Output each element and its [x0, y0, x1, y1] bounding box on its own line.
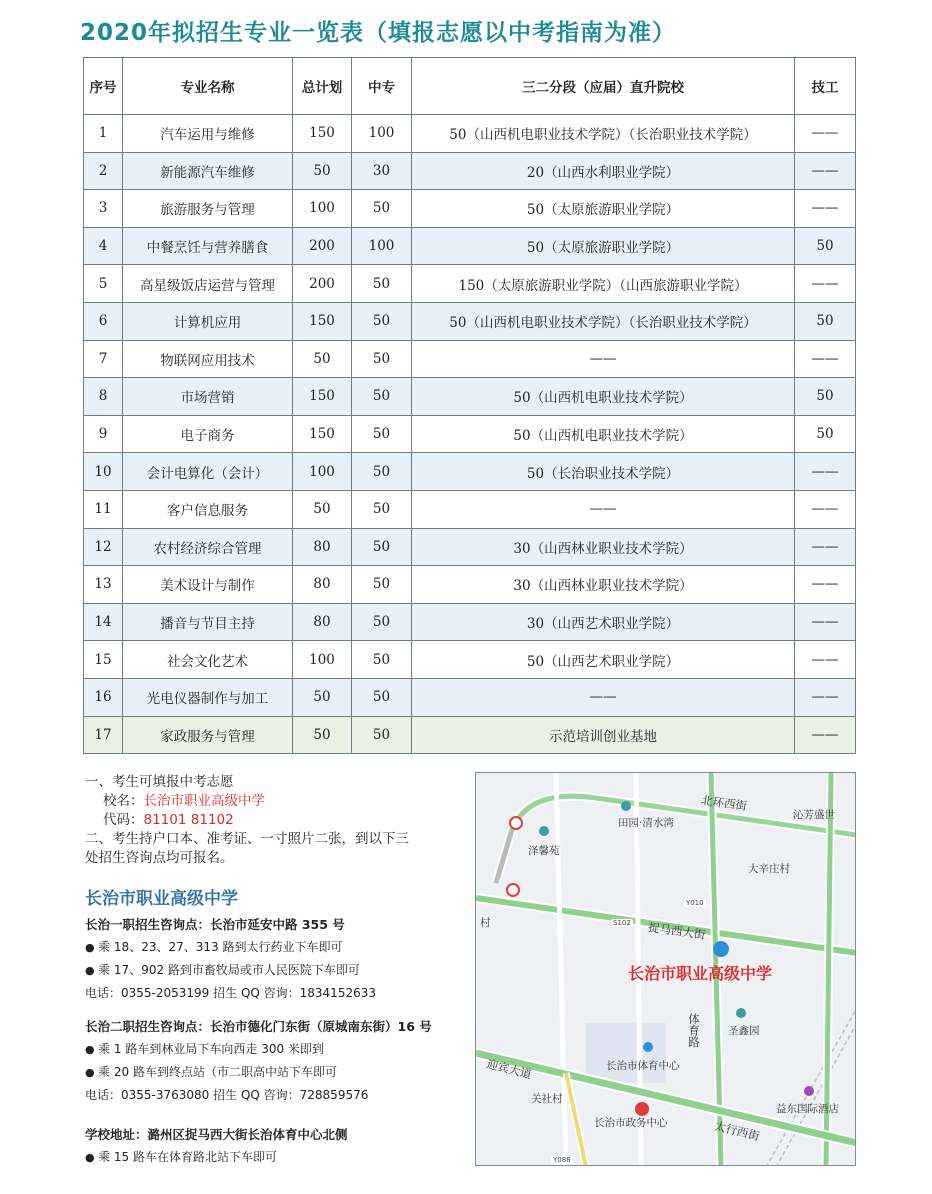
- table-cell: 200: [293, 227, 352, 265]
- table-cell: 13: [84, 566, 123, 604]
- table-cell: 50: [352, 641, 412, 679]
- table-cell: 中餐烹饪与营养膳食: [123, 227, 293, 265]
- table-cell: 50: [352, 603, 412, 641]
- table-cell: 50（山西机电职业技术学院）: [412, 415, 795, 453]
- table-cell: 100: [352, 115, 412, 153]
- table-cell: ——: [795, 115, 856, 153]
- consult-2-bus-1: ● 乘 1 路车到林业局下车向西走 300 米即到: [85, 1038, 475, 1061]
- table-cell: 50: [352, 716, 412, 754]
- column-header: 总计划: [293, 58, 352, 115]
- table-row: [84, 115, 856, 153]
- table-cell: 30（山西林业职业技术学院）: [412, 528, 795, 566]
- table-row: [84, 190, 856, 228]
- table-cell: 80: [293, 528, 352, 566]
- table-cell: 50（山西机电职业技术学院）（长治职业技术学院）: [412, 115, 795, 153]
- map-place-daxin: 大辛庄村: [748, 863, 790, 875]
- table-cell: 客户信息服务: [123, 490, 293, 528]
- majors-table: [83, 57, 856, 754]
- table-cell: ——: [795, 603, 856, 641]
- map-place-guanshe: 关社村: [531, 1093, 563, 1105]
- table-cell: ——: [795, 190, 856, 228]
- table-cell: 2: [84, 152, 123, 190]
- table-cell: 30: [352, 152, 412, 190]
- table-cell: 50: [293, 678, 352, 716]
- school-name-value: 长治市职业高级中学: [143, 793, 265, 809]
- table-cell: 50（太原旅游职业学院）: [412, 227, 795, 265]
- map-tag-s102: S102: [613, 919, 631, 927]
- table-cell: 30（山西艺术职业学院）: [412, 603, 795, 641]
- table-cell: 7: [84, 340, 123, 378]
- table-cell: 50（山西机电职业技术学院）（长治职业技术学院）: [412, 302, 795, 340]
- school-address-bus: ● 乘 15 路车在体育路北站下车即可: [85, 1146, 475, 1169]
- table-cell: 150: [293, 115, 352, 153]
- consult-2-bus-2: ● 乘 20 路车到终点站（市二职高中站下车即可: [85, 1061, 475, 1084]
- table-cell: 播音与节目主持: [123, 603, 293, 641]
- table-cell: 30（山西林业职业技术学院）: [412, 566, 795, 604]
- table-cell: 16: [84, 678, 123, 716]
- table-cell: 新能源汽车维修: [123, 152, 293, 190]
- table-row: [84, 265, 856, 303]
- table-cell: 50: [352, 302, 412, 340]
- table-row: [84, 302, 856, 340]
- table-cell: 美术设计与制作: [123, 566, 293, 604]
- table-row: [84, 490, 856, 528]
- map-place-zhengwu: 长治市政务中心: [594, 1117, 668, 1129]
- table-cell: ——: [795, 453, 856, 491]
- map-road-zhuoma: 捉马西大街: [647, 920, 707, 942]
- table-row: [84, 227, 856, 265]
- map-place-cun: 村: [480, 917, 491, 929]
- column-header: 技工: [795, 58, 856, 115]
- table-cell: 50: [795, 378, 856, 416]
- table-cell: 3: [84, 190, 123, 228]
- table-cell: 市场营销: [123, 378, 293, 416]
- table-row: [84, 566, 856, 604]
- consult-point-2: [85, 1016, 475, 1106]
- table-cell: 50: [795, 415, 856, 453]
- map-school-label: 长治市职业高级中学: [628, 964, 773, 983]
- table-cell: ——: [795, 490, 856, 528]
- table-cell: 50: [293, 152, 352, 190]
- table-cell: 150: [293, 415, 352, 453]
- table-cell: 50（山西机电职业技术学院）: [412, 378, 795, 416]
- table-row: [84, 453, 856, 491]
- table-cell: 高星级饭店运营与管理: [123, 265, 293, 303]
- table-cell: 50: [352, 190, 412, 228]
- consult-1-phone: 电话：0355-2053199 招生 QQ 咨询：1834152633: [85, 986, 376, 1000]
- table-cell: ——: [412, 340, 795, 378]
- note-line-2b: 处招生咨询点均可报名。: [85, 850, 234, 866]
- table-cell: 50（太原旅游职业学院）: [412, 190, 795, 228]
- school-title: 长治市职业高级中学: [85, 889, 238, 909]
- school-address-head: 学校地址：潞州区捉马西大街长治体育中心北侧: [85, 1127, 348, 1142]
- table-cell: 100: [293, 641, 352, 679]
- table-cell: 8: [84, 378, 123, 416]
- table-cell: 50（长治职业技术学院）: [412, 453, 795, 491]
- map-place-shengxin: 圣鑫园: [728, 1025, 760, 1037]
- table-cell: 10: [84, 453, 123, 491]
- table-cell: 50: [352, 490, 412, 528]
- table-cell: 11: [84, 490, 123, 528]
- school-code-line: [85, 811, 465, 830]
- table-cell: 50: [293, 716, 352, 754]
- table-cell: ——: [412, 678, 795, 716]
- consult-2-head: 长治二职招生咨询点：长治市德化门东街（原城南东街）16 号: [85, 1019, 432, 1034]
- column-header: 中专: [352, 58, 412, 115]
- table-cell: 6: [84, 302, 123, 340]
- table-cell: 80: [293, 603, 352, 641]
- school-name-line: [85, 792, 465, 811]
- table-cell: 200: [293, 265, 352, 303]
- map-road-yingbin: 迎宾大道: [484, 1056, 534, 1082]
- table-cell: 50: [352, 340, 412, 378]
- note-line-1: 一、考生可填报中考志愿: [85, 774, 234, 790]
- table-cell: 50（山西艺术职业学院）: [412, 641, 795, 679]
- table-cell: ——: [795, 678, 856, 716]
- table-cell: ——: [795, 641, 856, 679]
- map-tag-y010: Y010: [686, 899, 704, 907]
- table-cell: 150: [293, 378, 352, 416]
- table-row: [84, 340, 856, 378]
- map-place-zexin: 泽馨苑: [528, 845, 560, 857]
- table-cell: 100: [352, 227, 412, 265]
- column-header: 三二分段（应届）直升院校: [412, 58, 795, 115]
- table-cell: 50: [293, 340, 352, 378]
- table-cell: 50: [352, 678, 412, 716]
- map-place-yidong: 益东国际酒店: [776, 1103, 839, 1115]
- school-name-label: 校名：: [103, 793, 144, 809]
- table-cell: ——: [795, 566, 856, 604]
- table-cell: 17: [84, 716, 123, 754]
- map-road-beihuan: 北环西街: [700, 792, 748, 814]
- table-cell: ——: [412, 490, 795, 528]
- table-cell: 20（山西水利职业学院）: [412, 152, 795, 190]
- table-row: [84, 528, 856, 566]
- page-title: 2020年拟招生专业一览表（填报志愿以中考指南为准）: [80, 20, 677, 46]
- consult-2-phone: 电话：0355-3763080 招生 QQ 咨询：728859576: [85, 1088, 369, 1102]
- table-cell: 5: [84, 265, 123, 303]
- table-cell: 50: [795, 227, 856, 265]
- consult-1-bus-2: ● 乘 17、902 路到市畜牧局或市人民医院下车即可: [85, 959, 475, 982]
- table-cell: 汽车运用与维修: [123, 115, 293, 153]
- table-cell: 示范培训创业基地: [412, 716, 795, 754]
- map-tag-y088: Y088: [553, 1156, 571, 1164]
- table-cell: 14: [84, 603, 123, 641]
- table-cell: 150（太原旅游职业学院）（山西旅游职业学院）: [412, 265, 795, 303]
- table-cell: 4: [84, 227, 123, 265]
- table-cell: 50: [352, 415, 412, 453]
- table-row: [84, 378, 856, 416]
- school-code-value: 81101 81102: [143, 812, 234, 828]
- table-cell: 12: [84, 528, 123, 566]
- table-cell: 100: [293, 453, 352, 491]
- table-cell: 家政服务与管理: [123, 716, 293, 754]
- school-address: [85, 1124, 475, 1169]
- table-cell: 15: [84, 641, 123, 679]
- table-cell: 电子商务: [123, 415, 293, 453]
- table-cell: 农村经济综合管理: [123, 528, 293, 566]
- table-cell: 100: [293, 190, 352, 228]
- table-cell: 50: [352, 378, 412, 416]
- table-row: [84, 603, 856, 641]
- table-cell: 50: [352, 566, 412, 604]
- column-header: 序号: [84, 58, 123, 115]
- consult-1-bus-1: ● 乘 18、23、27、313 路到太行药业下车即可: [85, 936, 475, 959]
- column-header: 专业名称: [123, 58, 293, 115]
- table-cell: 9: [84, 415, 123, 453]
- table-cell: ——: [795, 340, 856, 378]
- table-cell: 1: [84, 115, 123, 153]
- table-cell: 光电仪器制作与加工: [123, 678, 293, 716]
- map-road-tiyu: 体育路: [687, 1013, 701, 1048]
- table-cell: 会计电算化（会计）: [123, 453, 293, 491]
- table-cell: 物联网应用技术: [123, 340, 293, 378]
- table-cell: 50: [293, 490, 352, 528]
- table-cell: 80: [293, 566, 352, 604]
- table-cell: ——: [795, 152, 856, 190]
- table-cell: 50: [795, 302, 856, 340]
- consult-point-1: [85, 914, 475, 1004]
- table-cell: 150: [293, 302, 352, 340]
- table-row: [84, 716, 856, 754]
- map-place-tiyuzx: 长治市体育中心: [606, 1060, 680, 1072]
- table-cell: ——: [795, 265, 856, 303]
- map-place-tianyuan: 田园·清水湾: [618, 817, 674, 829]
- table-header-row: [84, 58, 856, 115]
- table-row: [84, 152, 856, 190]
- table-cell: 旅游服务与管理: [123, 190, 293, 228]
- table-row: [84, 678, 856, 716]
- map-road-taihang: 太行西街: [712, 1118, 762, 1144]
- map-place-qinfang: 沁芳盛世: [793, 809, 835, 821]
- table-cell: 50: [352, 528, 412, 566]
- table-cell: 计算机应用: [123, 302, 293, 340]
- table-cell: ——: [795, 528, 856, 566]
- note-line-2a: 二、考生持户口本、准考证、一寸照片二张，到以下三: [85, 831, 409, 847]
- table-cell: 50: [352, 453, 412, 491]
- consult-1-head: 长治一职招生咨询点：长治市延安中路 355 号: [85, 917, 345, 932]
- table-cell: ——: [795, 716, 856, 754]
- location-map[interactable]: [475, 772, 856, 1166]
- table-row: [84, 415, 856, 453]
- table-cell: 社会文化艺术: [123, 641, 293, 679]
- school-code-label: 代码：: [103, 812, 144, 828]
- table-cell: 50: [352, 265, 412, 303]
- table-row: [84, 641, 856, 679]
- registration-notes: [85, 773, 465, 868]
